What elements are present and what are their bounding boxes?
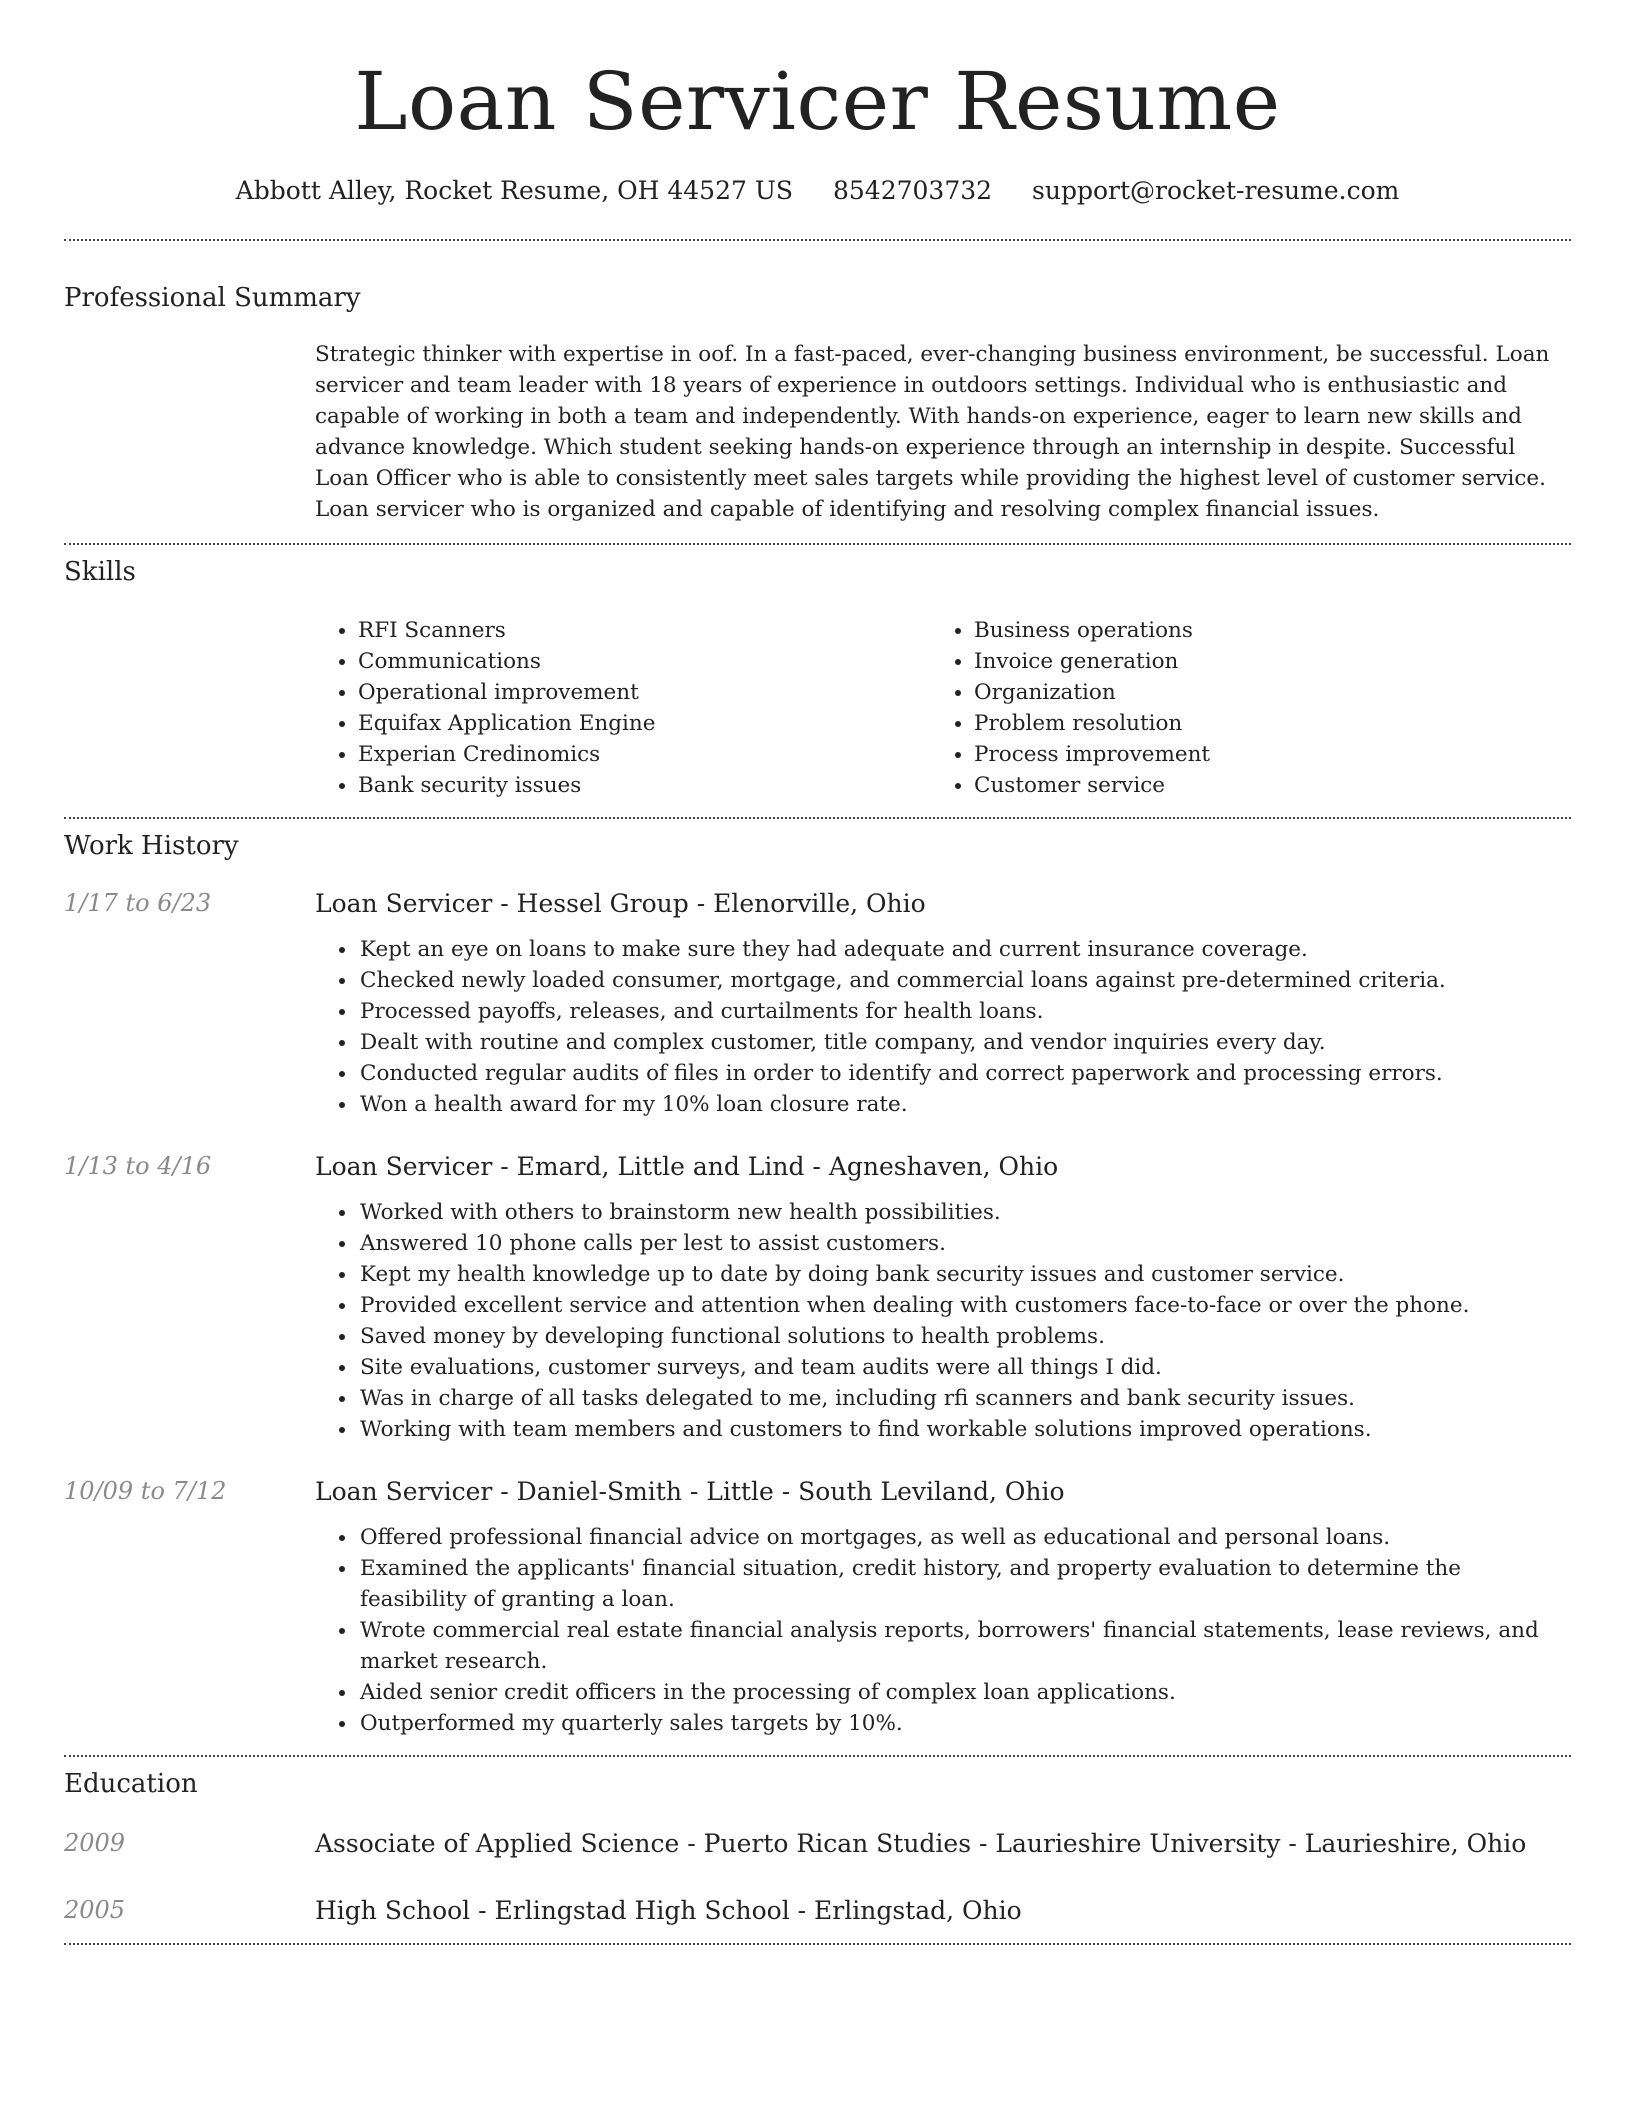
section-heading-work: Work History bbox=[64, 831, 239, 861]
job-entry bbox=[64, 889, 1571, 1120]
education-entry bbox=[64, 1829, 1571, 1858]
job-bullet: • Was in charge of all tasks delegated to me, including rfi scanners and bank security issues. bbox=[358, 1383, 1571, 1414]
contact-address: Abbott Alley, Rocket Resume, OH 44527 US bbox=[235, 176, 794, 205]
page-title: Loan Servicer Resume bbox=[354, 55, 1281, 148]
skills-list-right bbox=[931, 615, 1547, 801]
job-bullet: • Site evaluations, customer surveys, and team audits were all things I did. bbox=[358, 1352, 1571, 1383]
job-title: Loan Servicer - Daniel-Smith - Little - South Leviland, Ohio bbox=[315, 1477, 1065, 1506]
job-bullet: • Examined the applicants' financial situation, credit history, and property evaluation to determine the feasibility of granting a loan. bbox=[358, 1553, 1571, 1615]
section-heading-skills: Skills bbox=[64, 557, 136, 587]
skill-item: • Process improvement bbox=[974, 739, 1547, 770]
education-title: High School - Erlingstad High School - Erlingstad, Ohio bbox=[315, 1896, 1022, 1925]
job-title: Loan Servicer - Emard, Little and Lind - Agneshaven, Ohio bbox=[315, 1152, 1059, 1181]
job-date: 1/13 to 4/16 bbox=[64, 1152, 212, 1180]
job-bullet: • Kept my health knowledge up to date by doing bank security issues and customer service. bbox=[358, 1259, 1571, 1290]
job-bullet: • Dealt with routine and complex customer, title company, and vendor inquiries every day. bbox=[358, 1027, 1571, 1058]
skill-item: • Operational improvement bbox=[358, 677, 931, 708]
job-bullet: • Wrote commercial real estate financial analysis reports, borrowers' financial statements, lease reviews, and market research. bbox=[358, 1615, 1571, 1677]
skill-item: • Customer service bbox=[974, 770, 1547, 801]
summary-text: Strategic thinker with expertise in oof. In a fast-paced, ever-changing business environment, be successful. Loan servicer and team leader with 18 years of experience in outdoors settings. Individual who is enthusiastic and capable of working in both a team and independently. With hands-on experience, eager to learn new skills and advance knowledge. Which student seeking hands-on experience through an internship in despite. Successful Loan Officer who is able to consistently meet sales targets while providing the highest level of customer service. Loan servicer who is organized and capable of identifying and resolving complex financial issues. bbox=[315, 342, 1550, 522]
job-bullet: • Processed payoffs, releases, and curtailments for health loans. bbox=[358, 996, 1571, 1027]
education-entry bbox=[64, 1896, 1571, 1925]
work-section bbox=[64, 831, 1571, 1739]
job-bullet: • Checked newly loaded consumer, mortgage, and commercial loans against pre-determined criteria. bbox=[358, 965, 1571, 996]
skill-item: • Business operations bbox=[974, 615, 1547, 646]
education-year: 2005 bbox=[64, 1896, 126, 1924]
job-bullets bbox=[315, 1522, 1571, 1739]
divider bbox=[64, 1943, 1571, 1945]
contact-email: support@rocket-resume.com bbox=[1032, 176, 1400, 205]
job-bullet: • Working with team members and customers to find workable solutions improved operations. bbox=[358, 1414, 1571, 1445]
skill-item: • RFI Scanners bbox=[358, 615, 931, 646]
education-section bbox=[64, 1769, 1571, 1925]
skill-item: • Bank security issues bbox=[358, 770, 931, 801]
skill-item: • Equifax Application Engine bbox=[358, 708, 931, 739]
job-bullet: • Won a health award for my 10% loan closure rate. bbox=[358, 1089, 1571, 1120]
summary-section bbox=[64, 283, 1571, 525]
section-heading-summary: Professional Summary bbox=[64, 283, 361, 313]
job-entry bbox=[64, 1152, 1571, 1445]
job-bullet: • Offered professional financial advice on mortgages, as well as educational and personal loans. bbox=[358, 1522, 1571, 1553]
skill-item: • Problem resolution bbox=[974, 708, 1547, 739]
contact-phone: 8542703732 bbox=[833, 176, 993, 205]
section-heading-education: Education bbox=[64, 1769, 198, 1799]
contact-line bbox=[64, 176, 1571, 205]
job-bullet: • Worked with others to brainstorm new health possibilities. bbox=[358, 1197, 1571, 1228]
skill-item: • Invoice generation bbox=[974, 646, 1547, 677]
job-bullets bbox=[315, 934, 1571, 1120]
job-date: 1/17 to 6/23 bbox=[64, 889, 212, 917]
job-bullet: • Aided senior credit officers in the processing of complex loan applications. bbox=[358, 1677, 1571, 1708]
skill-item: • Communications bbox=[358, 646, 931, 677]
skills-list-left bbox=[315, 615, 931, 801]
job-title: Loan Servicer - Hessel Group - Elenorville, Ohio bbox=[315, 889, 926, 918]
education-title: Associate of Applied Science - Puerto Rican Studies - Laurieshire University - Laurieshire, Ohio bbox=[315, 1829, 1527, 1858]
divider bbox=[64, 543, 1571, 545]
skill-item: • Organization bbox=[974, 677, 1547, 708]
job-bullet: • Conducted regular audits of files in order to identify and correct paperwork and processing errors. bbox=[358, 1058, 1571, 1089]
divider bbox=[64, 239, 1571, 241]
divider bbox=[64, 1755, 1571, 1757]
skills-section bbox=[64, 557, 1571, 801]
job-bullets bbox=[315, 1197, 1571, 1445]
job-bullet: • Outperformed my quarterly sales targets by 10%. bbox=[358, 1708, 1571, 1739]
job-entry bbox=[64, 1477, 1571, 1739]
job-bullet: • Answered 10 phone calls per lest to assist customers. bbox=[358, 1228, 1571, 1259]
job-date: 10/09 to 7/12 bbox=[64, 1477, 227, 1505]
job-bullet: • Provided excellent service and attention when dealing with customers face-to-face or over the phone. bbox=[358, 1290, 1571, 1321]
resume-page bbox=[64, 0, 1571, 1945]
job-bullet: • Saved money by developing functional solutions to health problems. bbox=[358, 1321, 1571, 1352]
divider bbox=[64, 817, 1571, 819]
skill-item: • Experian Credinomics bbox=[358, 739, 931, 770]
education-year: 2009 bbox=[64, 1829, 126, 1857]
job-bullet: • Kept an eye on loans to make sure they had adequate and current insurance coverage. bbox=[358, 934, 1571, 965]
